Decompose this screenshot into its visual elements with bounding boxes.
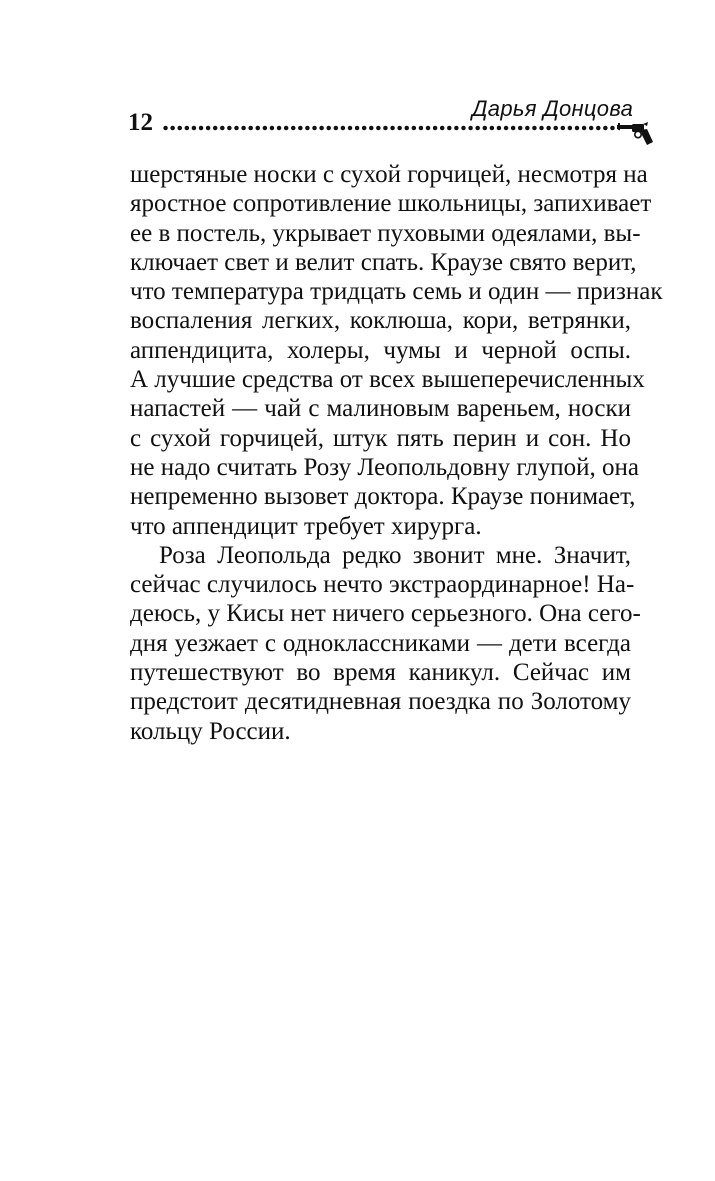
text-line: деюсь, у Кисы нет ничего серьезного. Она сего-	[130, 600, 641, 628]
text-line: предстоит десятидневная поездка по Золотому	[130, 688, 631, 716]
author-name: Дарья Донцова	[472, 96, 634, 121]
text-line: с сухой горчицей, штук пять перин и сон. Но	[130, 424, 631, 452]
text-line: ее в постель, укрывает пуховыми одеялами, вы-	[130, 219, 641, 247]
revolver-icon	[617, 122, 653, 146]
text-line: что температура тридцать семь и один — признак	[130, 278, 663, 306]
dotted-leader	[162, 125, 620, 131]
paragraph	[130, 541, 641, 746]
text-line: напастей — чай с малиновым вареньем, носки	[130, 395, 631, 423]
text-line: Роза Леопольда редко звонит мне. Значит,	[159, 541, 631, 569]
text-line: не надо считать Розу Леопольдовну глупой, она	[130, 453, 640, 481]
text-line: шерстяные носки с сухой горчицей, несмотря на	[130, 161, 648, 188]
text-line: аппендицита, холеры, чумы и черной оспы.	[130, 336, 631, 364]
paragraph	[130, 160, 663, 541]
text-line: воспаления легких, коклюша, кори, ветрянки,	[130, 307, 631, 335]
text-line: сейчас случилось нечто экстраординарное! На-	[130, 571, 635, 599]
page-body	[130, 160, 663, 746]
running-header	[128, 96, 648, 148]
text-line: кольцу России.	[130, 717, 291, 745]
page-number: 12	[128, 109, 153, 136]
text-line: что аппендицит требует хирурга.	[130, 512, 482, 540]
text-line: путешествуют во время каникул. Сейчас им	[130, 659, 631, 687]
text-line: А лучшие средства от всех вышеперечисленных	[130, 366, 645, 394]
text-line: яростное сопротивление школьницы, запихивает	[130, 190, 652, 218]
text-line: ключает свет и велит спать. Краузе свято верит,	[130, 248, 637, 276]
text-line: дня уезжает с одноклассниками — дети всегда	[130, 629, 631, 657]
text-line: непременно вызовет доктора. Краузе понимает,	[130, 483, 636, 511]
